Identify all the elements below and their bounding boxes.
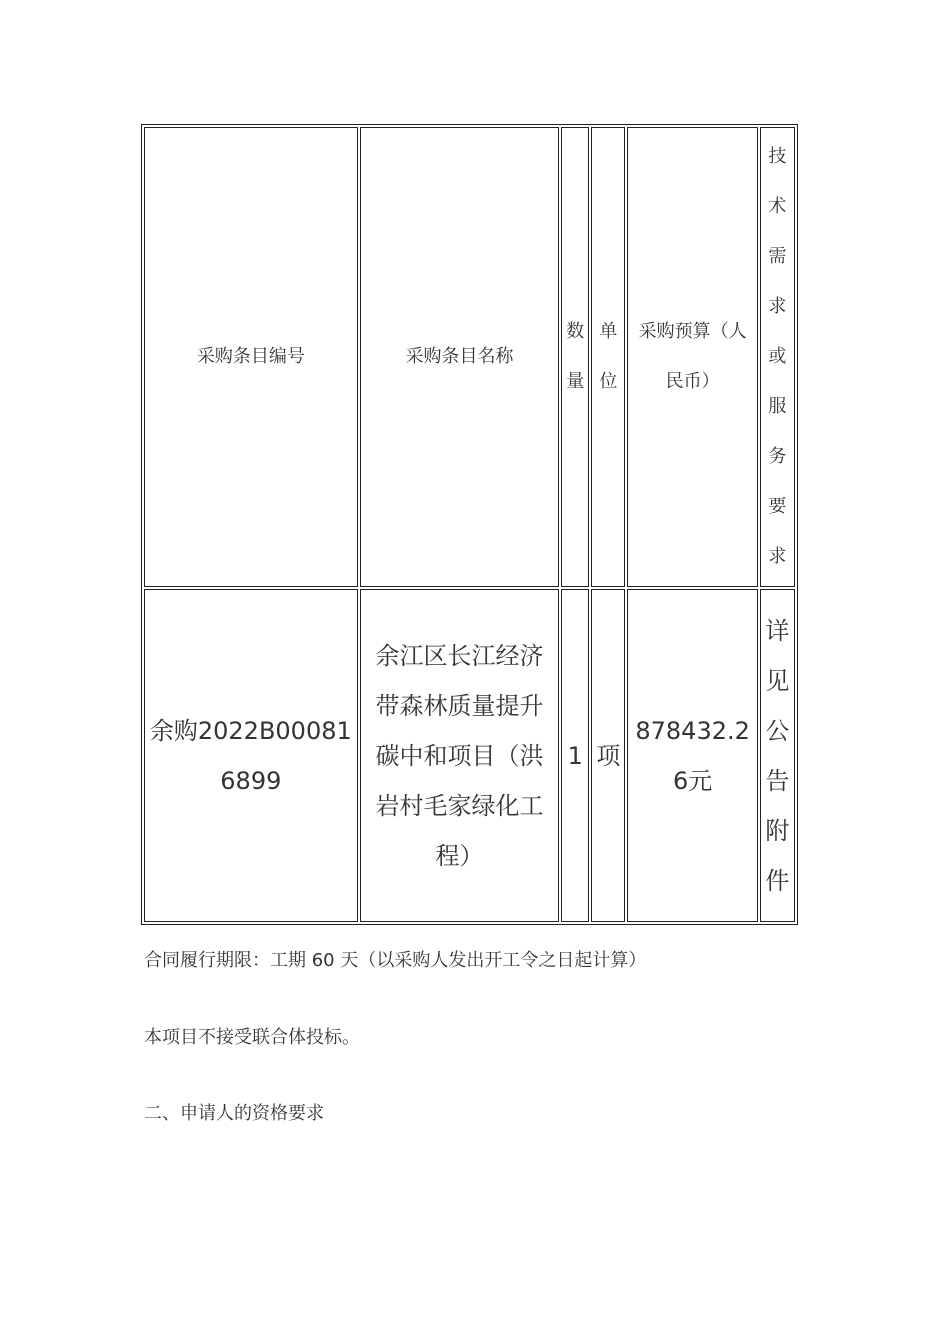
header-budget: 采购预算（人民币） [627, 127, 757, 587]
cell-unit: 项 [591, 589, 625, 922]
header-item-name: 采购条目名称 [360, 127, 560, 587]
cell-item-number: 余购2022B000816899 [144, 589, 358, 922]
header-quantity: 数量 [561, 127, 589, 587]
cell-tech-requirement: 详见公告附件 [760, 589, 795, 922]
header-tech-requirement: 技术需求或服务要求 [760, 127, 795, 587]
contract-period-text: 合同履行期限：工期 60 天（以采购人发出开工令之日起计算） [144, 950, 647, 971]
section-two-heading: 二、申请人的资格要求 [144, 1103, 324, 1124]
procurement-table-frame [141, 124, 798, 925]
header-item-number: 采购条目编号 [144, 127, 358, 587]
table-header-row [144, 127, 795, 587]
cell-item-name: 余江区长江经济带森林质量提升碳中和项目（洪岩村毛家绿化工程） [360, 589, 560, 922]
cell-quantity: 1 [561, 589, 589, 922]
procurement-table [142, 125, 797, 924]
cell-budget: 878432.26元 [627, 589, 757, 922]
header-unit: 单位 [591, 127, 625, 587]
consortium-note: 本项目不接受联合体投标。 [144, 1027, 360, 1048]
table-row [144, 589, 795, 922]
